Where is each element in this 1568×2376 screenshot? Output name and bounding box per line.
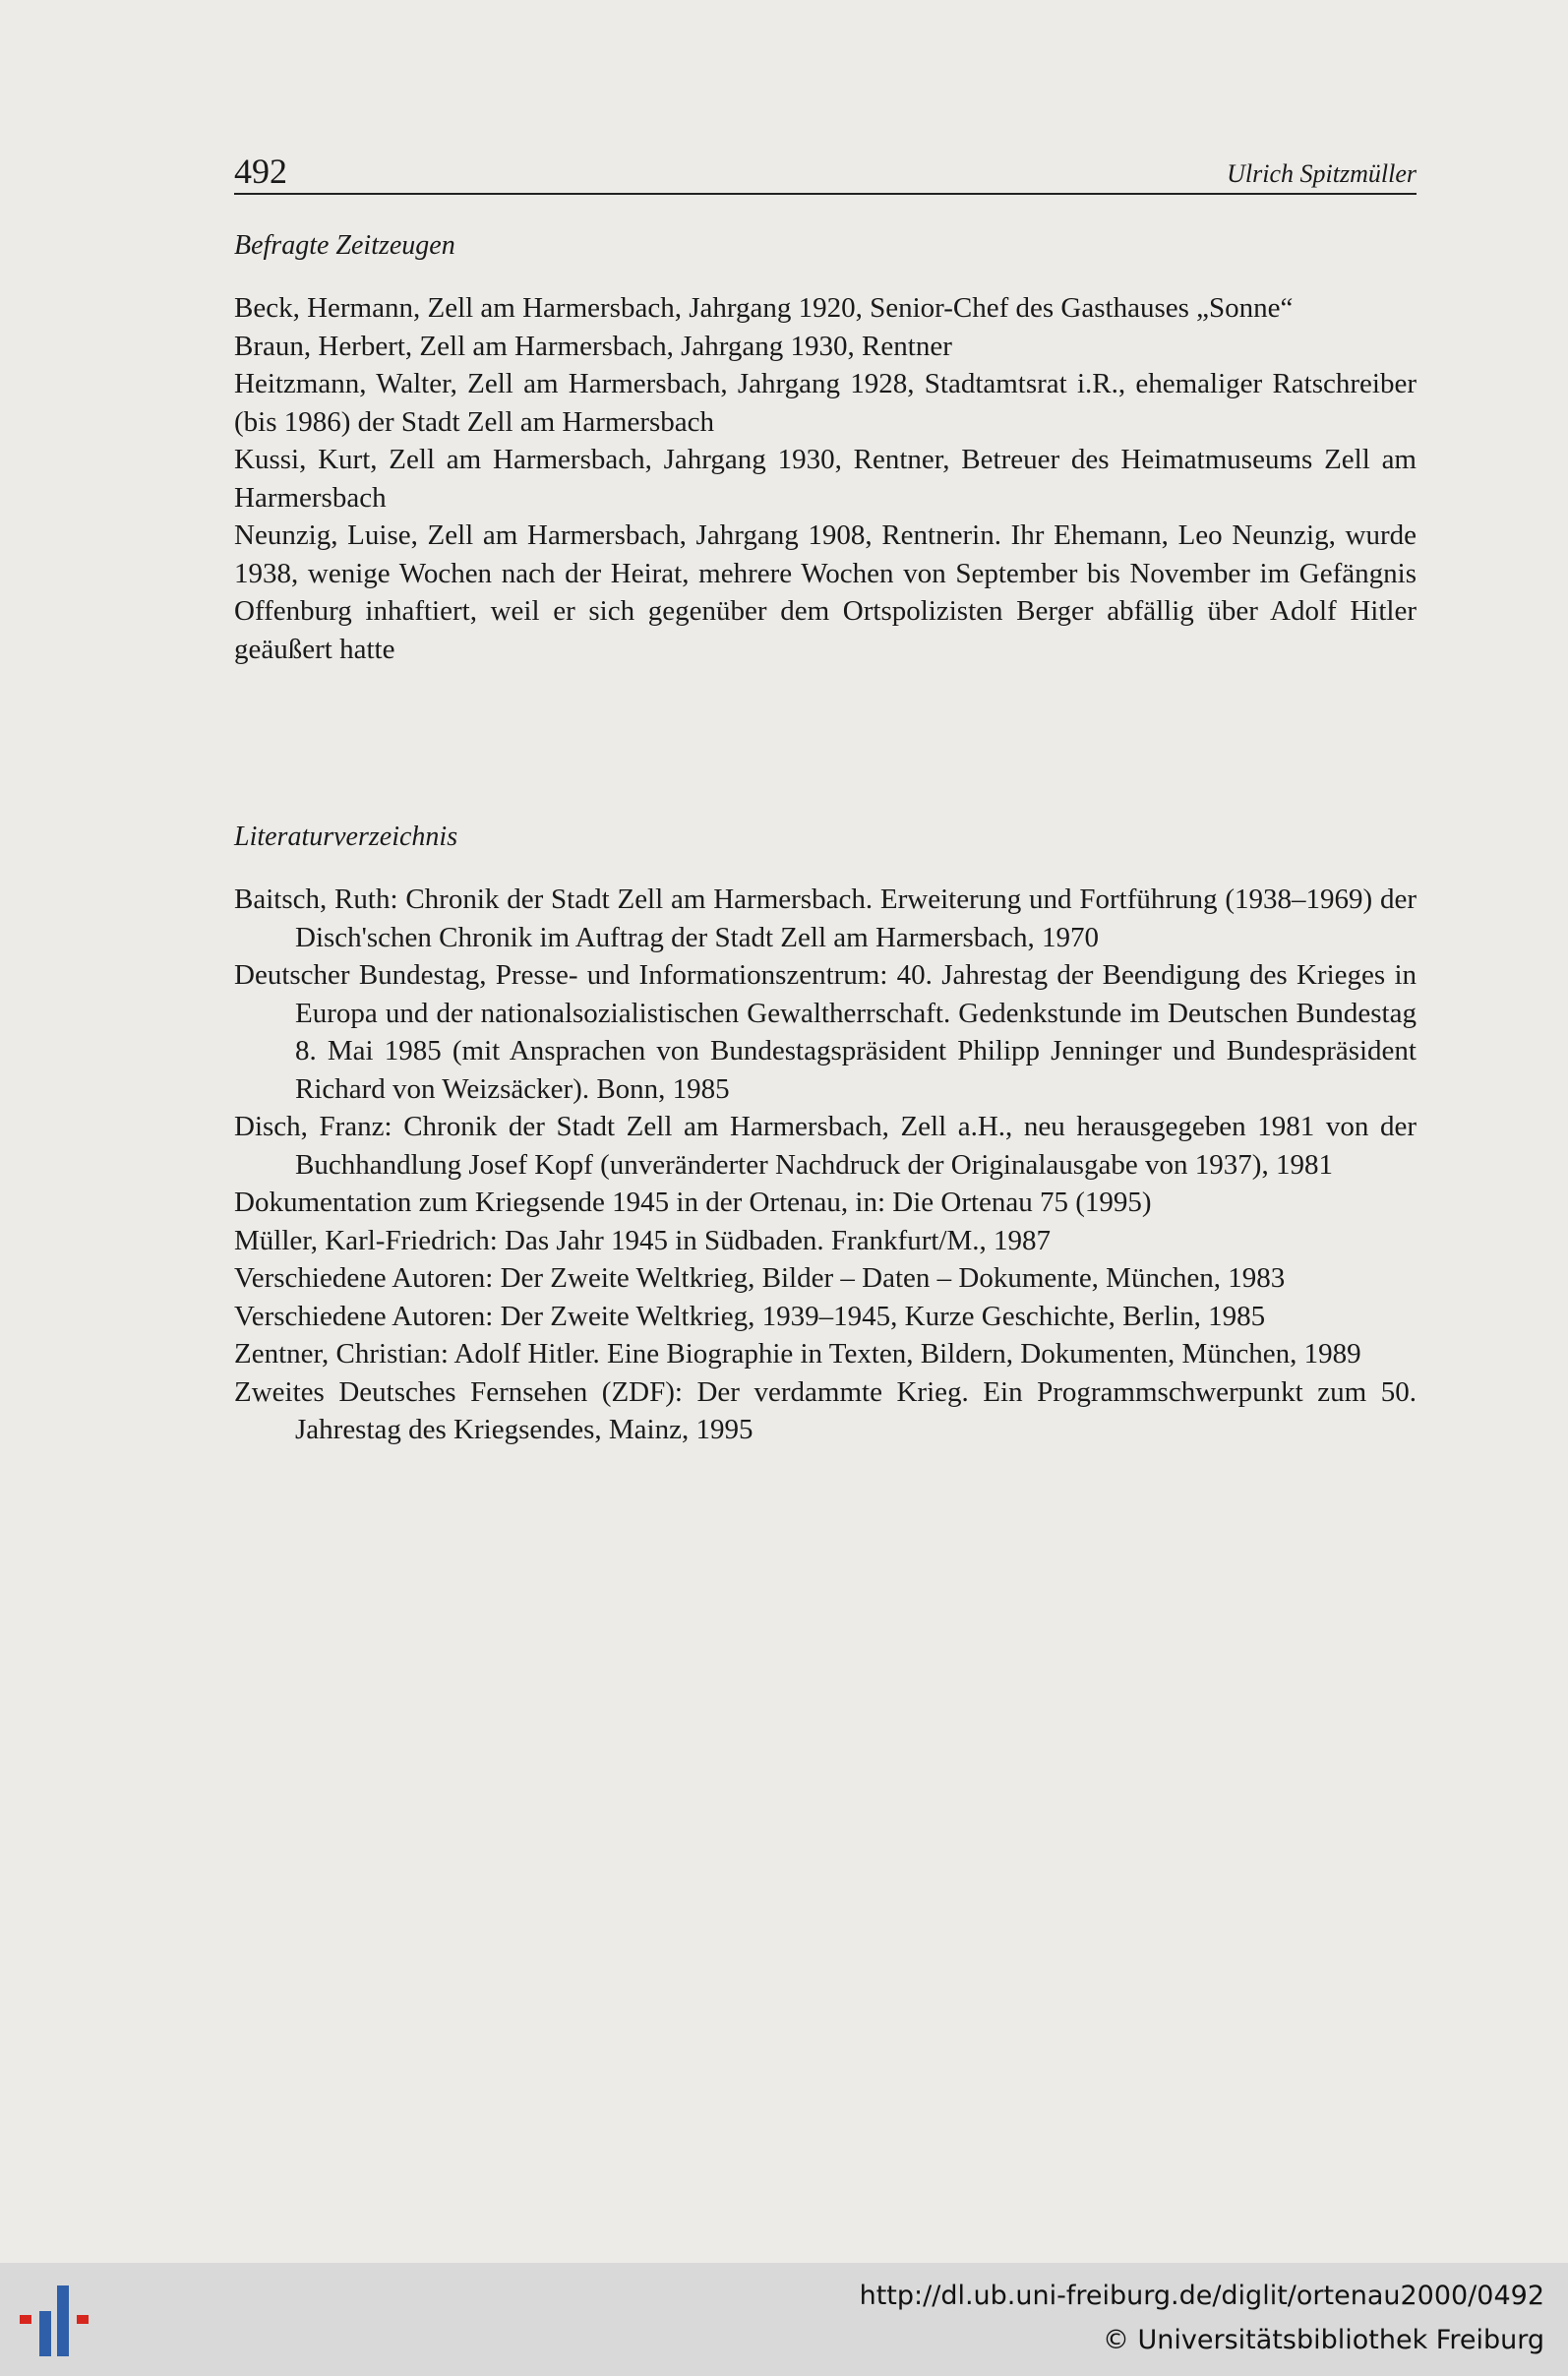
logo-dash-left [20,2315,31,2324]
bibliography-entry: Zentner, Christian: Adolf Hitler. Eine Biographie in Texten, Bildern, Dokumenten, München, 1989 [234,1338,1361,1370]
witness-entry: Braun, Herbert, Zell am Harmersbach, Jahrgang 1930, Rentner [234,330,952,362]
source-url-link[interactable]: http://dl.ub.uni-freiburg.de/diglit/ortenau2000/0492 [859,2281,1544,2311]
bibliography-entry: Müller, Karl-Friedrich: Das Jahr 1945 in Südbaden. Frankfurt/M., 1987 [234,1224,1052,1256]
witness-entry: Heitzmann, Walter, Zell am Harmersbach, Jahrgang 1928, Stadtamtsrat i.R., ehemaliger Ratschreiber (bis 1986) der Stadt Zell am Harmersbach [234,368,1417,438]
page-number: 492 [234,152,287,191]
literature-section-title: Literaturverzeichnis [234,822,458,852]
logo-bar-left [39,2311,51,2356]
witnesses-section-title: Befragte Zeitzeugen [234,230,455,261]
witnesses-list [234,289,1417,668]
logo-dash-right [77,2315,89,2324]
bibliography-entry: Baitsch, Ruth: Chronik der Stadt Zell am Harmersbach. Erweiterung und Fortführung (1938–1969) der Disch'schen Chronik im Auftrag der Stadt Zell am Harmersbach, 1970 [234,883,1417,953]
witness-entry: Kussi, Kurt, Zell am Harmersbach, Jahrgang 1930, Rentner, Betreuer des Heimatmuseums Zell am Harmersbach [234,444,1417,514]
bibliography-entry: Zweites Deutsches Fernsehen (ZDF): Der verdammte Krieg. Ein Programmschwerpunkt zum 50. Jahrestag des Kriegsendes, Mainz, 1995 [234,1375,1417,1445]
bibliography-entry: Dokumentation zum Kriegsende 1945 in der Ortenau, in: Die Ortenau 75 (1995) [234,1187,1152,1218]
logo-bar-middle [57,2285,69,2356]
bibliography-list [234,881,1417,1449]
bibliography-entry: Verschiedene Autoren: Der Zweite Weltkrieg, 1939–1945, Kurze Geschichte, Berlin, 1985 [234,1300,1266,1332]
bibliography-entry: Deutscher Bundestag, Presse- und Informationszentrum: 40. Jahrestag der Beendigung des Krieges in Europa und der nationalsozialistischen Gewaltherrschaft. Gedenkstunde im Deutschen Bundestag 8. Mai 1985 (mit Ansprachen von Bundestagspräsident Philipp Jenninger und Bundespräsident Richard von Weizsäcker). Bonn, 1985 [234,959,1417,1105]
copyright-text: © Universitätsbibliothek Freiburg [1102,2325,1544,2355]
bibliography-entry: Verschiedene Autoren: Der Zweite Weltkrieg, Bilder – Daten – Dokumente, München, 1983 [234,1262,1286,1294]
page-header [234,146,1417,195]
ub-freiburg-logo-icon [18,2276,101,2366]
witness-entry: Beck, Hermann, Zell am Harmersbach, Jahrgang 1920, Senior-Chef des Gasthauses „Sonne“ [234,292,1294,324]
bibliography-entry: Disch, Franz: Chronik der Stadt Zell am Harmersbach, Zell a.H., neu herausgegeben 1981 von der Buchhandlung Josef Kopf (unveränderter Nachdruck der Originalausgabe von 1937), 1981 [234,1111,1417,1181]
running-head-author: Ulrich Spitzmüller [1227,159,1417,188]
witness-entry: Neunzig, Luise, Zell am Harmersbach, Jahrgang 1908, Rentnerin. Ihr Ehemann, Leo Neunzig, wurde 1938, wenige Wochen nach der Heirat, mehrere Wochen von September bis November im Gefängnis Offenburg inhaftiert, weil er sich gegenüber dem Ortspolizisten Berger abfällig über Adolf Hitler geäußert hatte [234,519,1417,665]
